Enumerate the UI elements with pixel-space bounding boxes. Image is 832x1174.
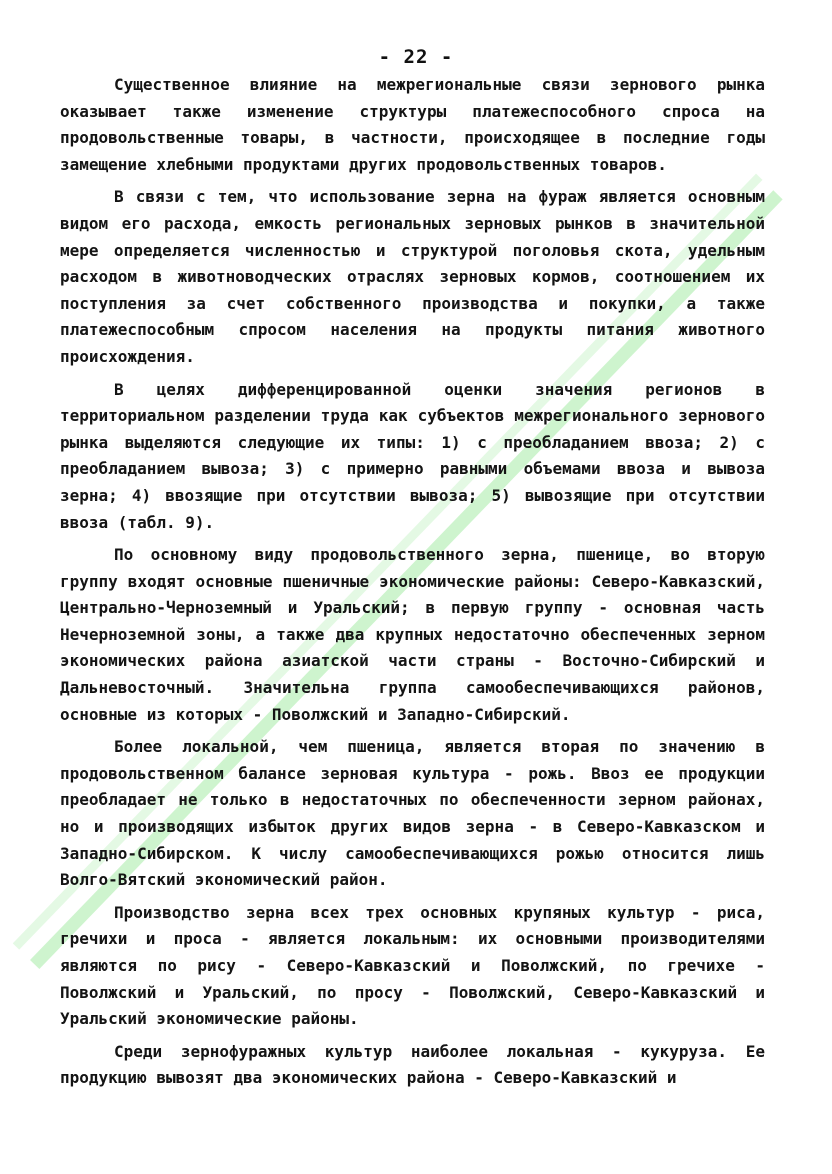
paragraph: В связи с тем, что использование зерна на фураж является основным видом его расхода, емкость региональных зерновых рынков в значительной мере определяется численностью и структурой поголовья скота, удельным расходом в животноводческих отраслях зерновых кормов, соотношением их поступления за счет собственного производства и покупки, а также платежеспособным спросом населения на продукты питания животного происхождения.: [60, 187, 765, 366]
paragraph: Более локальной, чем пшеница, является вторая по значению в продовольственном балансе зерновая культура - рожь. Ввоз ее продукции преобладает не только в недостаточных по обеспеченности зерном районах, но и производящих избыток других видов зерна - в Северо-Кавказском и Западно-Сибирском. К числу самообеспечивающихся рожью относится лишь Волго-Вятский экономический район.: [60, 737, 765, 890]
paragraph: Среди зернофуражных культур наиболее локальная - кукуруза. Ее продукцию вывозят два экономических района - Северо-Кавказский и: [60, 1041, 765, 1088]
paragraph: Производство зерна всех трех основных крупяных культур - риса, гречихи и проса - является локальным: их основными производителями являются по рису - Северо-Кавказский и Поволжский, по гречихе - Поволжский и Уральский, по просу - Поволжский, Северо-Кавказский и Уральский экономические районы.: [60, 902, 765, 1029]
paragraph: Существенное влияние на межрегиональные связи зернового рынка оказывает также изменение структуры платежеспособного спроса на продовольственные товары, в частности, происходящее в последние годы замещение хлебными продуктами других продовольственных товаров.: [60, 75, 765, 174]
body-text: [60, 72, 765, 1098]
page-number: - 22 -: [378, 46, 454, 68]
paragraph: По основному виду продовольственного зерна, пшенице, во вторую группу входят основные пшеничные экономические районы: Северо-Кавказский, Центрально-Черноземный и Уральский; в первую группу - основная часть Нечерноземной зоны, а также два крупных недостаточно обеспеченных зерном экономических района азиатской части страны - Восточно-Сибирский и Дальневосточный. Значительна группа самообеспечивающихся районов, основные из которых - Поволжский и Западно-Сибирский.: [60, 545, 765, 724]
paragraph: В целях дифференцированной оценки значения регионов в территориальном разделении труда как субъектов межрегионального зернового рынка выделяются следующие их типы: 1) с преобладанием ввоза; 2) с преобладанием вывоза; 3) с примерно равными объемами ввоза и вывоза зерна; 4) ввозящие при отсутствии вывоза; 5) вывозящие при отсутствии ввоза (табл. 9).: [60, 379, 765, 532]
